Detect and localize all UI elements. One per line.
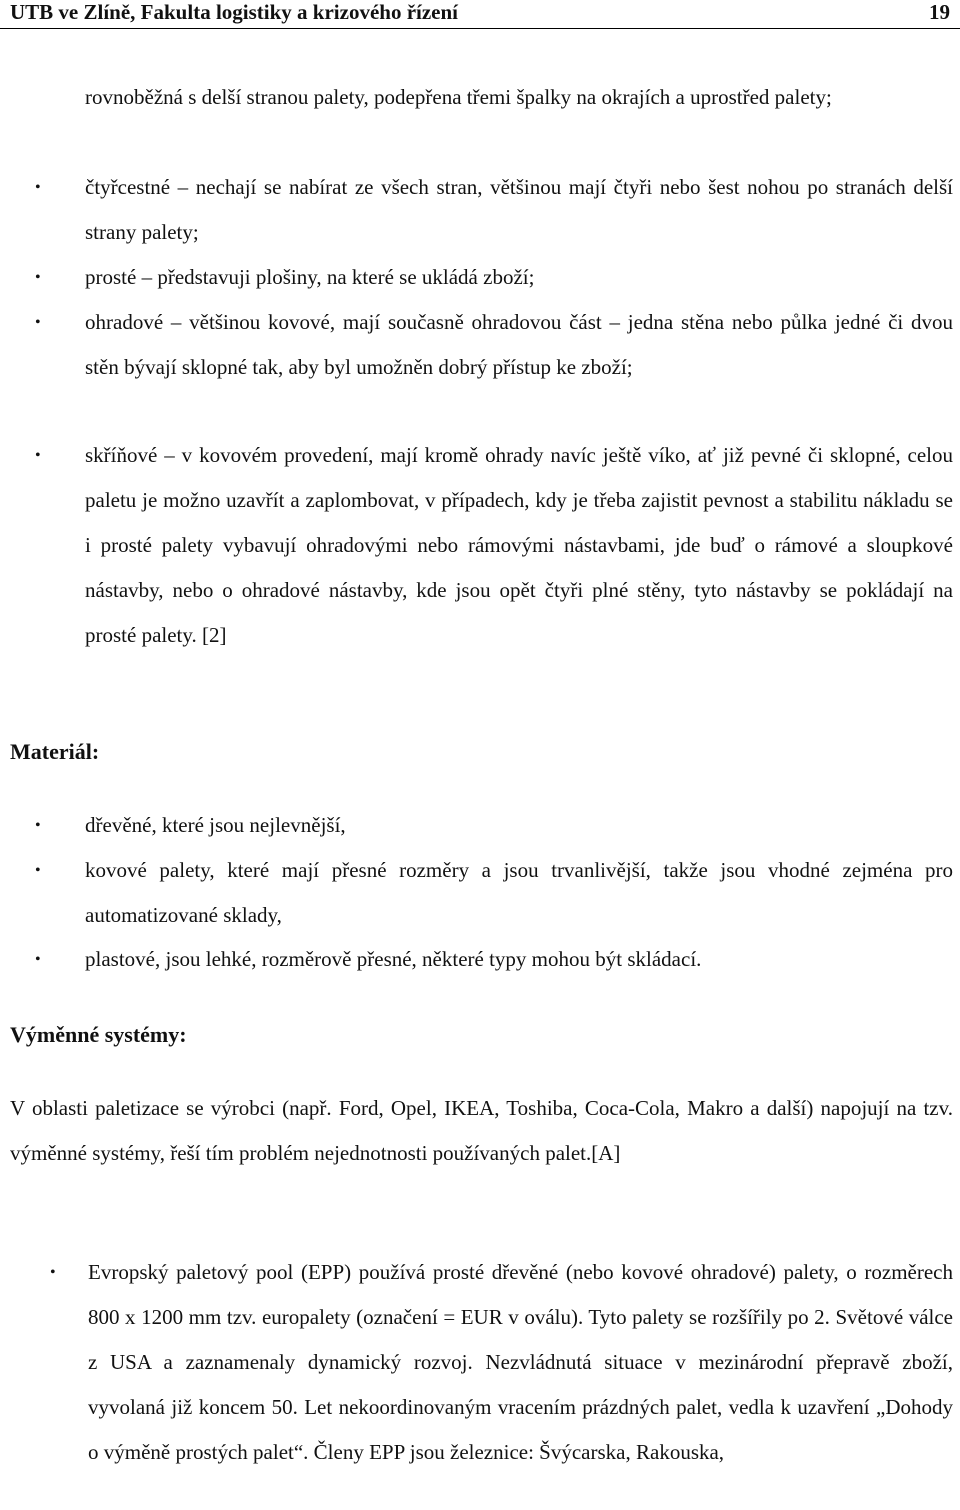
list-item: dřevěné, které jsou nejlevnější, bbox=[85, 813, 346, 837]
bullet-icon: • bbox=[50, 1264, 56, 1281]
list-item: skříňové – v kovovém provedení, mají kromě ohrady navíc ještě víko, ať již pevné či sklopné, celou paletu je možno uzavřít a zaplombovat, v případech, kdy je třeba zajistit pevnost a stabilitu nákladu se i prosté palety vybavují ohradovými nebo rámovými nástavbami, jde buď o rámové a sloupkové nástavby, nebo o ohradové nástavby, kde jsou opět čtyři plné stěny, tyto nástavby se pokládají na prosté palety. [2] bbox=[85, 443, 953, 647]
list-item: ohradové – většinou kovové, mají současně ohradovou část – jedna stěna nebo půlka jedné či dvou stěn bývají sklopné tak, aby byl umožněn dobrý přístup ke zboží; bbox=[85, 310, 953, 379]
bullet-icon: • bbox=[35, 447, 41, 464]
list-item: plastové, jsou lehké, rozměrově přesné, některé typy mohou být skládací. bbox=[85, 947, 702, 971]
body-paragraph: V oblasti paletizace se výrobci (např. Ford, Opel, IKEA, Toshiba, Coca-Cola, Makro a další) napojují na tzv. výměnné systémy, řeší tím problém nejednotnosti používaných palet.[A] bbox=[10, 1096, 953, 1165]
bullet-icon: • bbox=[35, 269, 41, 286]
list-item: Evropský paletový pool (EPP) používá prosté dřevěné (nebo kovové ohradové) palety, o rozměrech 800 x 1200 mm tzv. europalety (označení = EUR v oválu). Tyto palety se rozšířily po 2. Světové válce z USA a zaznamenaly dynamický rozvoj. Nezvládnutá situace v mezinárodní přepravě zboží, vyvolaná již koncem 50. Let nekoordinovaným vracením prázdných palet, vedla k uzavření „Dohody o výměně prostých palet“. Členy EPP jsou železnice: Švýcarska, Rakouska, bbox=[88, 1260, 953, 1464]
bullet-icon: • bbox=[35, 817, 41, 834]
bullet-icon: • bbox=[35, 951, 41, 968]
bullet-icon: • bbox=[35, 179, 41, 196]
bullet-icon: • bbox=[35, 314, 41, 331]
list-item: čtyřcestné – nechají se nabírat ze všech stran, většinou mají čtyři nebo šest nohou po stranách delší strany palety; bbox=[85, 175, 953, 244]
page-header bbox=[0, 0, 960, 29]
list-item: kovové palety, které mají přesné rozměry a jsou trvanlivější, takže jsou vhodné zejména pro automatizované sklady, bbox=[85, 858, 953, 927]
list-item-continuation: rovnoběžná s delší stranou palety, podepřena třemi špalky na okrajích a uprostřed palety; bbox=[85, 85, 832, 109]
list-item: prosté – představuji plošiny, na které se ukládá zboží; bbox=[85, 265, 535, 289]
section-heading-material: Materiál: bbox=[10, 739, 100, 764]
section-heading-exchange: Výměnné systémy: bbox=[10, 1022, 187, 1047]
page-number: 19 bbox=[929, 0, 950, 24]
header-title: UTB ve Zlíně, Fakulta logistiky a krizového řízení bbox=[10, 0, 459, 24]
bullet-icon: • bbox=[35, 862, 41, 879]
